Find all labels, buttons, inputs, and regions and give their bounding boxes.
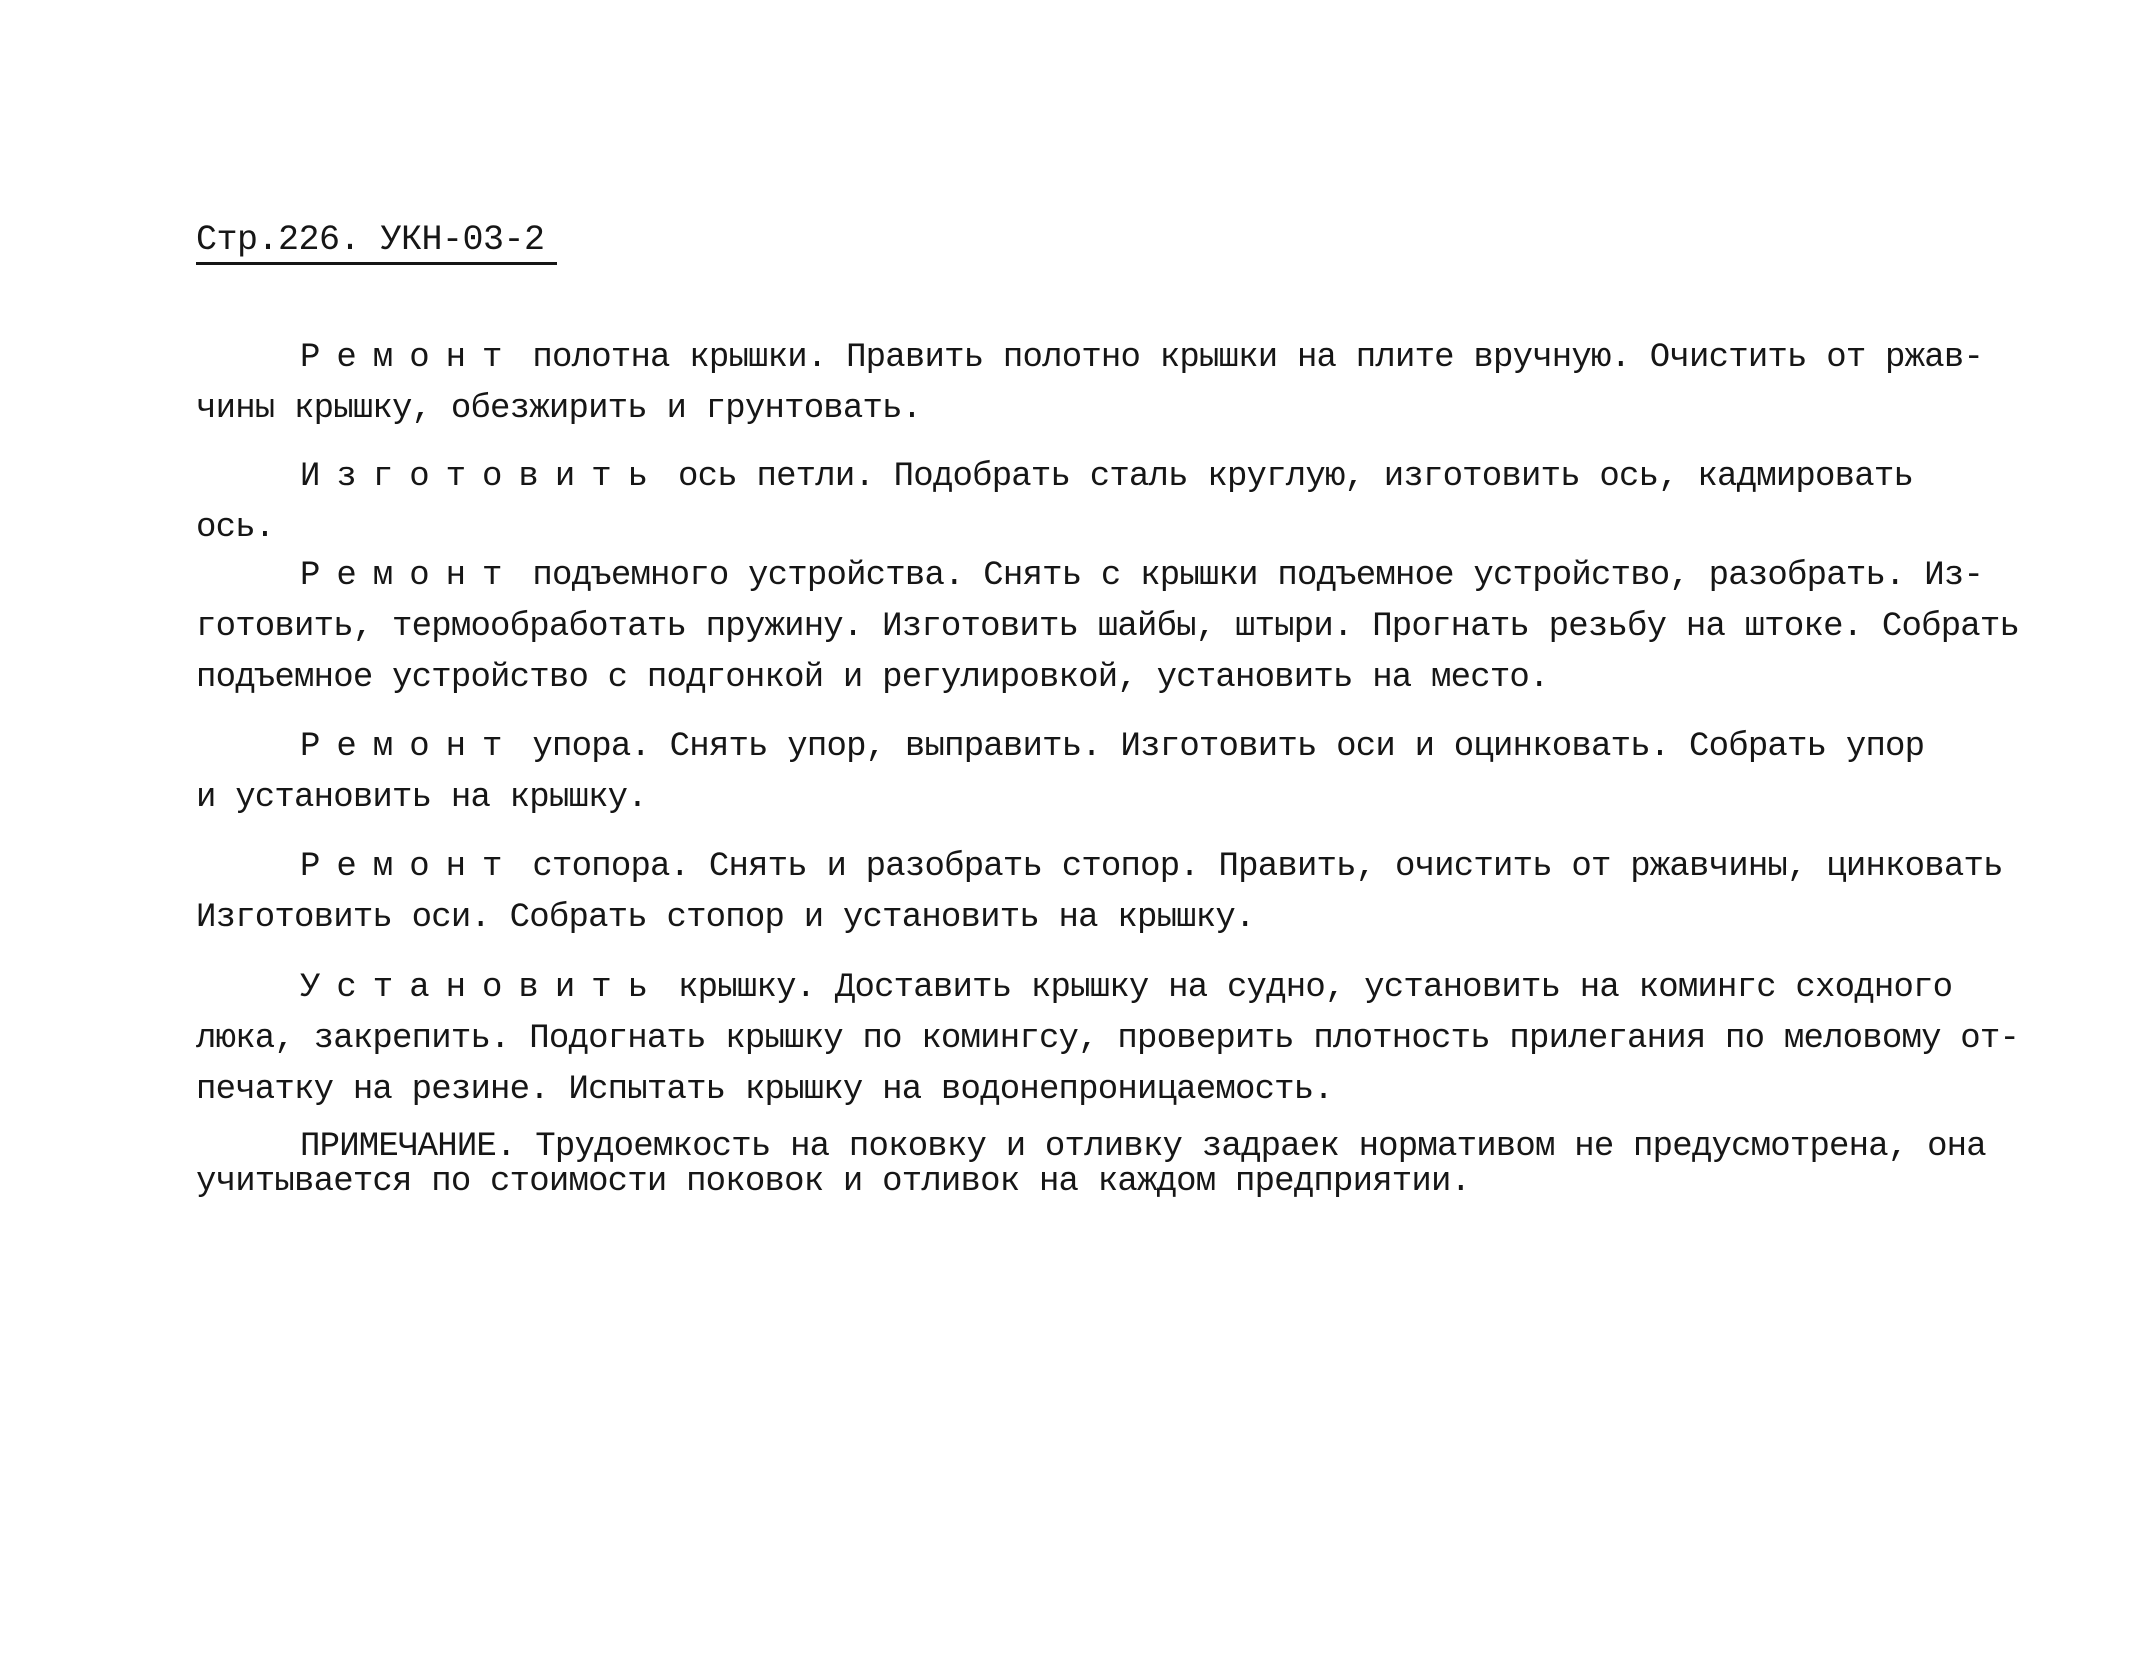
paragraph-line xyxy=(196,722,2096,773)
paragraph-line: люка, закрепить. Подогнать крышку по комингсу, проверить плотность прилегания по меловому от- xyxy=(196,1020,2020,1058)
paragraph-line: готовить, термообработать пружину. Изготовить шайбы, штыри. Прогнать резьбу на штоке. Собрать xyxy=(196,608,2020,646)
paragraph-lead-word: Ремонт xyxy=(300,848,519,886)
paragraph-line xyxy=(196,551,2096,602)
paragraph-hinge-axis xyxy=(196,452,2096,554)
paragraph-lead-word: Ремонт xyxy=(300,557,519,595)
paragraph-line xyxy=(196,963,2096,1014)
paragraph-text: подъемного устройства. Снять с крышки подъемное устройство, разобрать. Из- xyxy=(532,557,1984,595)
paragraph-line xyxy=(196,842,2096,893)
note-line: учитывается по стоимости поковок и отливок на каждом предприятии. xyxy=(196,1163,1471,1201)
paragraph-install-lid xyxy=(196,963,2096,1116)
paragraph-text: крышку. Доставить крышку на судно, установить на комингс сходного xyxy=(678,969,1953,1007)
paragraph-line xyxy=(196,333,2096,384)
paragraph-text: полотна крышки. Править полотно крышки на плите вручную. Очистить от ржав- xyxy=(532,339,1984,377)
page-header: Стр.226. УКН-03-2 xyxy=(196,218,557,265)
paragraph-lead-word: Установить xyxy=(300,969,665,1007)
paragraph-line: печатку на резине. Испытать крышку на водонепроницаемость. xyxy=(196,1071,1333,1109)
paragraph-line: и установить на крышку. xyxy=(196,779,647,817)
paragraph-note xyxy=(196,1130,2096,1200)
paragraph-stop-repair xyxy=(196,722,2096,824)
paragraph-text: ось петли. Подобрать сталь круглую, изготовить ось, кадмировать xyxy=(678,458,1914,496)
paragraph-line xyxy=(196,452,2096,503)
paragraph-lid-repair xyxy=(196,333,2096,435)
note-line: ПРИМЕЧАНИЕ. Трудоемкость на поковку и отливку задраек нормативом не предусмотрена, она xyxy=(300,1128,1986,1166)
paragraph-line: ось. xyxy=(196,509,275,547)
paragraph-stopper-repair xyxy=(196,842,2096,944)
paragraph-lifting-device xyxy=(196,551,2096,704)
paragraph-text: стопора. Снять и разобрать стопор. Править, очистить от ржавчины, цинковать xyxy=(532,848,2003,886)
paragraph-lead-word: Изготовить xyxy=(300,458,665,496)
paragraph-text: упора. Снять упор, выправить. Изготовить оси и оцинковать. Собрать упор xyxy=(532,728,1925,766)
paragraph-lead-word: Ремонт xyxy=(300,339,519,377)
paragraph-line: чины крышку, обезжирить и грунтовать. xyxy=(196,390,922,428)
paragraph-line: подъемное устройство с подгонкой и регулировкой, установить на место. xyxy=(196,659,1549,697)
paragraph-lead-word: Ремонт xyxy=(300,728,519,766)
paragraph-line: Изготовить оси. Собрать стопор и установить на крышку. xyxy=(196,899,1255,937)
